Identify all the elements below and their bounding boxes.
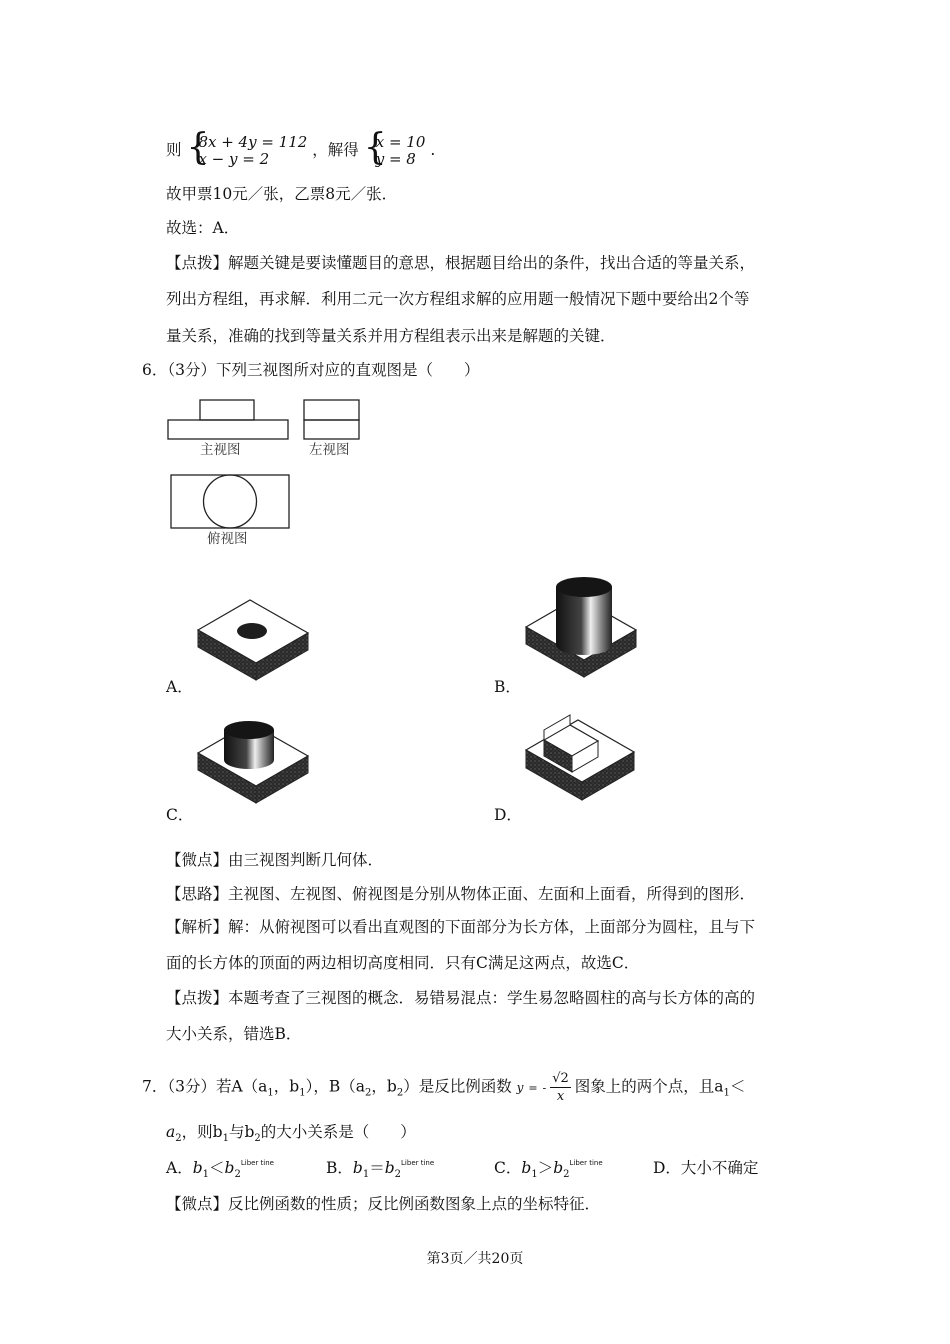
q5-system-1: { 8x + 4y = 112 x − y = 2 <box>186 127 308 168</box>
q7-opt-b-rel: ＝ <box>369 1159 385 1177</box>
q5-eq-end: . <box>430 141 436 159</box>
q7-fraction <box>550 1072 571 1103</box>
q7-opt-a-label: A． <box>166 1159 193 1177</box>
q7-artifact: Liber tine <box>569 1159 603 1167</box>
q6-analysis-line1: 【解析】解：从俯视图可以看出直观图的下面部分为长方体，上面部分为圆柱，且与下 <box>166 918 756 936</box>
q5-sys1-row1: 8x + 4y = 112 <box>198 133 308 151</box>
q5-tip-line3: 量关系，准确的找到等量关系并用方程组表示出来是解题的关键． <box>166 327 616 345</box>
q7-stem-part7: ＜ <box>729 1077 746 1096</box>
q5-system-2: { x = 10 y = 8 <box>363 127 426 168</box>
q7-stem-part1: 7．（3分）若A（a <box>142 1077 268 1096</box>
front-view <box>168 400 288 439</box>
q7-line2-a: ，则b <box>181 1123 223 1141</box>
q7-sub: 1 <box>362 1169 370 1181</box>
q5-result: 故甲票10元／张，乙票8元／张． <box>166 185 398 203</box>
option-b-figure <box>520 575 645 685</box>
q7-stem-part4: ，b <box>371 1077 397 1096</box>
q7-stem-part5: ）是反比例函数 <box>403 1077 512 1096</box>
q7-sub: 2 <box>563 1169 570 1181</box>
q7-option-d: D．大小不确定 <box>653 1159 759 1177</box>
q7-sub: 1 <box>723 1087 730 1099</box>
option-d-figure <box>522 712 642 812</box>
q7-sub: 1 <box>299 1087 306 1099</box>
q7-var-a: a <box>166 1123 176 1141</box>
q7-var-b: b <box>553 1159 564 1177</box>
q7-stem-part6: 图象上的两个点，且a <box>574 1077 724 1096</box>
q7-sub: 2 <box>254 1133 261 1145</box>
q7-line2 <box>166 1123 416 1145</box>
q7-var-b: b <box>352 1159 363 1177</box>
q5-eq-mid: ，解得 <box>312 141 359 159</box>
q7-func-minus: - <box>542 1081 547 1095</box>
q7-artifact: Liber tine <box>240 1159 274 1167</box>
q7-stem-part2: ，b <box>273 1077 300 1096</box>
q7-sub: 1 <box>531 1169 538 1181</box>
q7-sub: 2 <box>175 1133 182 1145</box>
q7-sub: 1 <box>202 1169 210 1181</box>
q6-idea: 【思路】主视图、左视图、俯视图是分别从物体正面、左面和上面看，所得到的图形． <box>166 885 756 903</box>
q7-var-b: b <box>521 1159 532 1177</box>
option-d-label: D． <box>494 806 522 824</box>
q6-analysis-line2: 面的长方体的顶面的两边相切高度相同．只有C满足这两点，故选C． <box>166 954 640 972</box>
q5-sys2-row2: y = 8 <box>375 150 416 168</box>
q7-line2-c: 的大小关系是（ ） <box>260 1123 416 1141</box>
q7-sub: 2 <box>394 1169 402 1181</box>
q7-option-b <box>326 1159 434 1181</box>
option-a-figure <box>190 595 315 685</box>
q7-sub: 1 <box>222 1133 229 1145</box>
q6-tip-line1: 【点拨】本题考查了三视图的概念．易错易混点：学生易忽略圆柱的高与长方体的高的 <box>166 989 756 1007</box>
q7-artifact: Liber tine <box>401 1159 435 1167</box>
option-c-figure <box>194 715 319 810</box>
q5-tip-line1: 【点拨】解题关键是要读懂题目的意思，根据题目给出的条件，找出合适的等量关系， <box>166 254 756 272</box>
q6-tip-line2: 大小关系，错选B． <box>166 1025 302 1043</box>
left-view-label: 左视图 <box>309 442 350 458</box>
page-footer: 第3页／共20页 <box>426 1251 524 1267</box>
q7-option-c <box>494 1159 603 1181</box>
q7-func-y: y <box>516 1080 524 1095</box>
q6-point: 【微点】由三视图判断几何体． <box>166 851 384 869</box>
q7-sub: 2 <box>234 1169 241 1181</box>
q5-tip-line2: 列出方程组，再求解．利用二元一次方程组求解的应用题一般情况下题中要给出2个等 <box>166 290 750 308</box>
q7-var-b: b <box>192 1159 203 1177</box>
top-view-label: 俯视图 <box>207 531 248 547</box>
q5-choice: 故选：A． <box>166 219 240 237</box>
q7-opt-c-label: C． <box>494 1159 522 1177</box>
q7-func-eq: = <box>528 1081 538 1095</box>
q7-opt-c-rel: ＞ <box>537 1159 554 1177</box>
three-view-figure <box>164 395 364 550</box>
left-view <box>304 400 359 439</box>
q7-sub: 2 <box>396 1087 404 1099</box>
front-view-label: 主视图 <box>200 442 241 458</box>
q7-option-a <box>166 1159 274 1181</box>
q6-stem: 6．（3分）下列三视图所对应的直观图是（ ） <box>142 361 480 379</box>
q7-var-b: b <box>384 1159 395 1177</box>
q7-sub: 1 <box>267 1087 274 1099</box>
q7-frac-den: x <box>556 1089 565 1104</box>
option-b-label: B． <box>494 678 521 696</box>
q7-point: 【微点】反比例函数的性质；反比例函数图象上点的坐标特征． <box>166 1195 601 1213</box>
q7-stem-part3: ），B（a <box>305 1077 365 1096</box>
option-c-label: C． <box>166 806 194 824</box>
q7-stem <box>142 1072 745 1103</box>
q7-frac-num: √2 <box>552 1071 569 1086</box>
q5-equation-line <box>166 127 436 168</box>
q7-opt-b-label: B． <box>326 1159 353 1177</box>
q7-sub: 2 <box>365 1087 372 1099</box>
option-a-label: A． <box>166 678 193 696</box>
q5-sys2-row1: x = 10 <box>375 133 426 151</box>
q7-var-b: b <box>224 1159 235 1177</box>
top-view <box>171 475 289 528</box>
q5-eq-prefix: 则 <box>166 141 182 159</box>
q7-line2-b: 与b <box>228 1123 255 1141</box>
q5-sys1-row2: x − y = 2 <box>198 150 270 168</box>
q7-opt-a-rel: ＜ <box>209 1159 225 1177</box>
